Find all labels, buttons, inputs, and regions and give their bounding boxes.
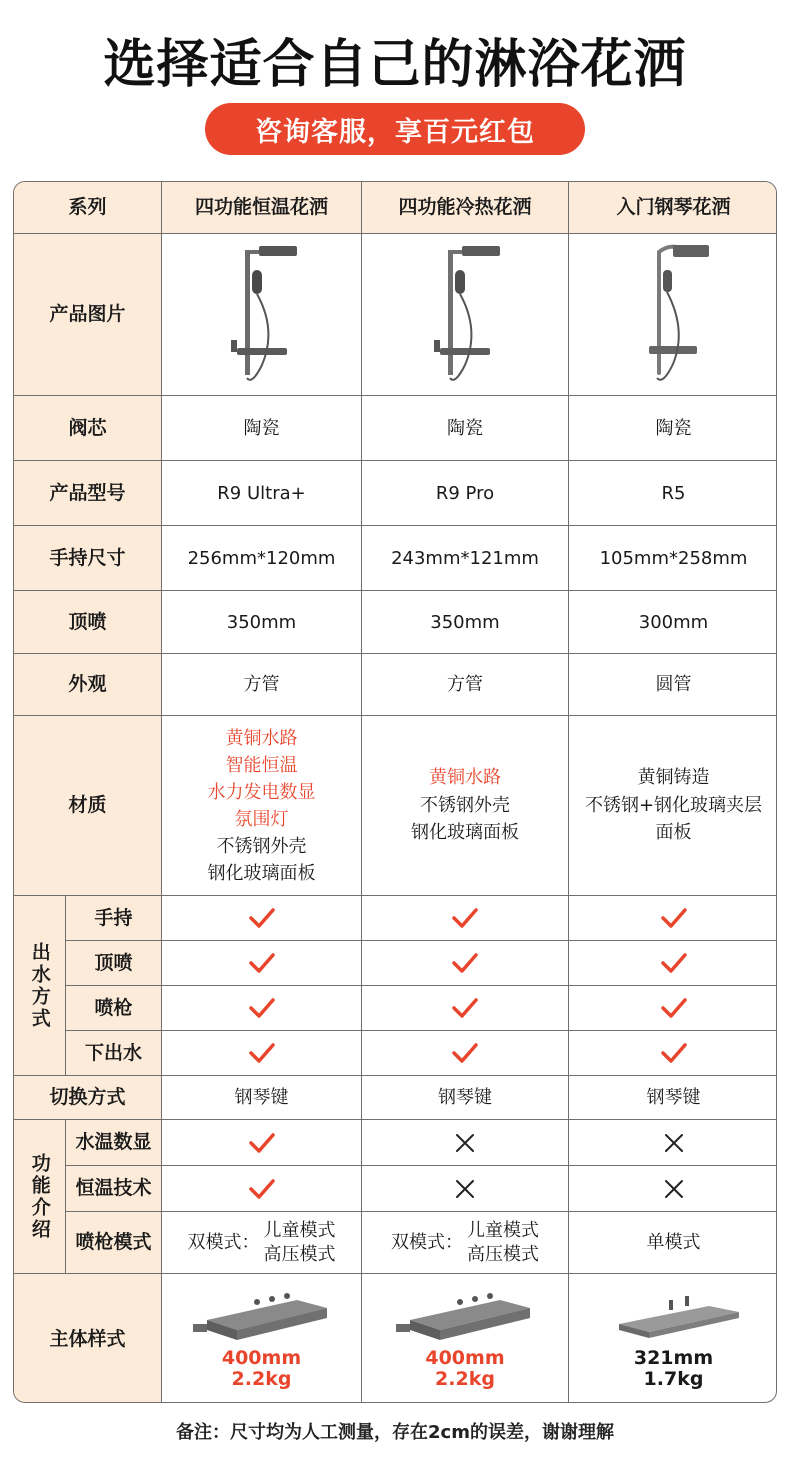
material-col1	[162, 716, 362, 896]
thermostat-body-image	[187, 1290, 337, 1348]
group-label-text: 出水方式	[28, 941, 51, 1030]
switch-col3: 钢琴键	[569, 1076, 777, 1120]
row-label-image: 产品图片	[14, 234, 162, 396]
handheld-col1: 256mm*120mm	[162, 526, 362, 591]
func-item-gun-mode: 喷枪模式	[66, 1212, 162, 1274]
top-spray-col2: 350mm	[362, 591, 569, 654]
group-label-functions	[14, 1120, 66, 1274]
check-icon	[162, 986, 362, 1031]
cross-icon	[569, 1166, 777, 1212]
mixer-body-image	[599, 1290, 749, 1348]
row-label-model: 产品型号	[14, 461, 162, 526]
cross-icon	[362, 1120, 569, 1166]
gun-mode-option: 儿童模式	[467, 1220, 539, 1242]
material-line: 黄铜铸造	[637, 766, 710, 788]
header-col2: 四功能冷热花洒	[362, 182, 569, 234]
header-col1: 四功能恒温花洒	[162, 182, 362, 234]
model-col3: R5	[569, 461, 777, 526]
material-col2	[362, 716, 569, 896]
comparison-table	[13, 181, 777, 1403]
check-icon	[162, 1166, 362, 1212]
gun-mode-option: 高压模式	[263, 1243, 336, 1265]
check-icon	[362, 941, 569, 986]
gun-mode-option: 高压模式	[467, 1243, 539, 1265]
material-line: 智能恒温	[225, 754, 298, 776]
appearance-col1: 方管	[162, 654, 362, 716]
material-line: 钢化玻璃面板	[411, 822, 519, 844]
material-line: 水力发电数显	[207, 781, 316, 803]
product-image-r9-ultra	[162, 234, 362, 396]
handheld-col2: 243mm*121mm	[362, 526, 569, 591]
check-icon	[362, 1031, 569, 1076]
func-item-constant-temp: 恒温技术	[66, 1166, 162, 1212]
valve-col3: 陶瓷	[569, 396, 777, 461]
body-dims	[425, 1348, 504, 1390]
check-icon	[162, 1031, 362, 1076]
header-col3: 入门钢琴花洒	[569, 182, 777, 234]
group-label-water-output	[14, 896, 66, 1076]
body-length: 400mm	[221, 1347, 302, 1369]
func-item-temp-display: 水温数显	[66, 1120, 162, 1166]
group-label-text: 功能介绍	[28, 1152, 51, 1241]
gun-mode-prefix: 双模式：	[187, 1232, 260, 1253]
appearance-col2: 方管	[362, 654, 569, 716]
body-length: 400mm	[425, 1347, 505, 1369]
check-icon	[569, 986, 777, 1031]
consult-service-button[interactable]: 咨询客服，享百元红包	[205, 103, 585, 155]
switch-col1: 钢琴键	[162, 1076, 362, 1120]
material-line: 黄铜水路	[225, 727, 298, 749]
thermostat-body-image	[390, 1290, 540, 1348]
top-spray-col1: 350mm	[162, 591, 362, 654]
gun-mode-col2	[362, 1212, 569, 1274]
water-item-top: 顶喷	[66, 941, 162, 986]
row-label-switch: 切换方式	[14, 1076, 162, 1120]
gun-mode-prefix: 双模式：	[391, 1232, 463, 1253]
product-image-r9-pro	[362, 234, 569, 396]
valve-col1: 陶瓷	[162, 396, 362, 461]
material-line: 不锈钢外壳	[216, 835, 307, 857]
check-icon	[569, 896, 777, 941]
top-spray-col3: 300mm	[569, 591, 777, 654]
row-label-appearance: 外观	[14, 654, 162, 716]
cross-icon	[569, 1120, 777, 1166]
gun-mode-option: 儿童模式	[263, 1220, 336, 1242]
page-title: 选择适合自己的淋浴花洒	[103, 35, 687, 95]
footnote: 备注：尺寸均为人工测量，存在2cm的误差，谢谢理解	[176, 1422, 614, 1443]
body-weight: 2.2kg	[435, 1367, 495, 1390]
body-dims	[634, 1348, 713, 1390]
body-style-col3	[569, 1274, 777, 1403]
product-image-r5	[569, 234, 777, 396]
model-col1: R9 Ultra+	[162, 461, 362, 526]
check-icon	[569, 1031, 777, 1076]
valve-col2: 陶瓷	[362, 396, 569, 461]
check-icon	[162, 941, 362, 986]
body-style-col1	[162, 1274, 362, 1403]
material-line: 氛围灯	[234, 808, 289, 830]
water-item-gun: 喷枪	[66, 986, 162, 1031]
gun-mode-col3: 单模式	[569, 1212, 777, 1274]
row-label-handheld: 手持尺寸	[14, 526, 162, 591]
water-item-bottom: 下出水	[66, 1031, 162, 1076]
row-label-valve: 阀芯	[14, 396, 162, 461]
header-series: 系列	[14, 182, 162, 234]
material-line: 面板	[655, 822, 692, 844]
material-line: 不锈钢+钢化玻璃夹层	[584, 794, 763, 816]
material-line: 黄铜水路	[429, 766, 501, 788]
row-label-body-style: 主体样式	[14, 1274, 162, 1403]
appearance-col3: 圆管	[569, 654, 777, 716]
check-icon	[569, 941, 777, 986]
check-icon	[162, 1120, 362, 1166]
material-line: 不锈钢外壳	[420, 794, 510, 816]
check-icon	[362, 986, 569, 1031]
switch-col2: 钢琴键	[362, 1076, 569, 1120]
check-icon	[162, 896, 362, 941]
body-length: 321mm	[633, 1347, 714, 1369]
handheld-col3: 105mm*258mm	[569, 526, 777, 591]
body-dims	[222, 1348, 301, 1390]
model-col2: R9 Pro	[362, 461, 569, 526]
body-weight: 2.2kg	[231, 1367, 292, 1390]
row-label-material: 材质	[14, 716, 162, 896]
gun-mode-col1	[162, 1212, 362, 1274]
body-weight: 1.7kg	[643, 1367, 704, 1390]
cross-icon	[362, 1166, 569, 1212]
row-label-top-spray: 顶喷	[14, 591, 162, 654]
body-style-col2	[362, 1274, 569, 1403]
material-line: 钢化玻璃面板	[207, 862, 316, 884]
material-col3	[569, 716, 777, 896]
water-item-handheld: 手持	[66, 896, 162, 941]
check-icon	[362, 896, 569, 941]
